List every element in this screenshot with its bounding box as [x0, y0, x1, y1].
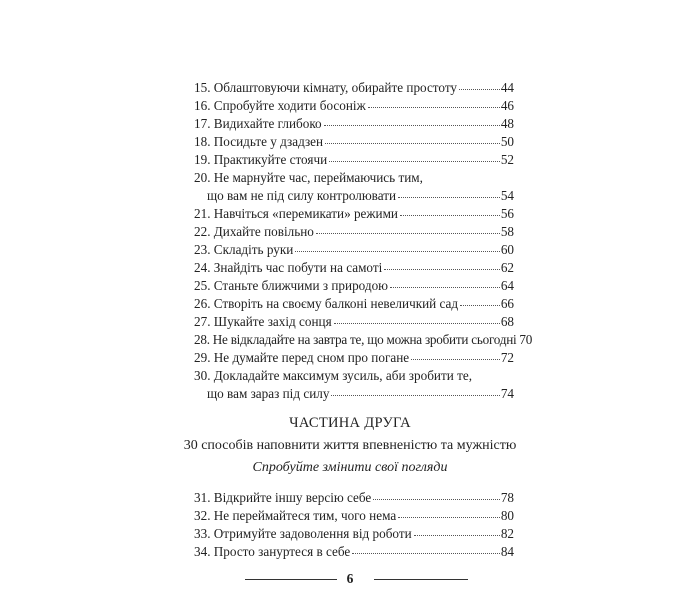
toc-entry-title: 33. Отримуйте задоволення від роботи — [194, 526, 412, 541]
toc-entry-page: 70 — [519, 332, 533, 347]
toc-entry-title: 31. Відкрийте іншу версію себе — [194, 490, 372, 505]
toc-entry-title: 17. Видихайте глибоко — [194, 116, 322, 131]
toc-entry-title: 34. Просто зануртеся в себе — [194, 544, 351, 559]
dot-leader — [295, 241, 499, 252]
toc-entry-page: 84 — [500, 544, 514, 559]
toc-entry — [194, 349, 514, 367]
dot-leader — [460, 295, 500, 306]
page-number: 6 — [346, 571, 354, 586]
dot-leader — [398, 507, 500, 518]
toc-entry-page: 66 — [500, 296, 514, 311]
dot-leader — [331, 385, 499, 396]
toc-entry-title: 16. Спробуйте ходити босоніж — [194, 98, 366, 113]
dot-leader — [414, 525, 500, 536]
toc-entry-second-line — [194, 187, 514, 205]
toc-entry — [194, 97, 514, 115]
dot-leader — [400, 205, 500, 216]
toc-entry-title: 26. Створіть на своєму балконі невеличкий сад — [194, 296, 459, 311]
toc-entry — [194, 205, 514, 223]
toc-entry-multiline — [194, 367, 514, 403]
dot-leader — [325, 133, 500, 144]
toc-entry — [194, 313, 514, 331]
toc-entry-title-line1: 30. Докладайте максимум зусиль, аби зробити те, — [194, 368, 472, 383]
toc-entry-page: 78 — [500, 490, 514, 505]
dot-leader — [324, 115, 500, 126]
toc-entry-multiline — [194, 169, 514, 205]
toc-entry — [194, 331, 533, 349]
toc-entry-page: 60 — [500, 242, 514, 257]
dot-leader — [368, 97, 500, 108]
toc-entry-title: 29. Не думайте перед сном про погане — [194, 350, 410, 365]
toc-entry-title: 27. Шукайте захід сонця — [194, 314, 332, 329]
toc-entry-title-line2: що вам не під силу контролювати — [207, 188, 397, 203]
toc-entry-page: 64 — [500, 278, 514, 293]
table-of-contents-part-one — [194, 79, 533, 403]
toc-entry — [194, 115, 514, 133]
toc-entry-title: 22. Дихайте повільно — [194, 224, 314, 239]
toc-entry — [194, 525, 514, 543]
dot-leader — [334, 313, 500, 324]
toc-entry-title: 24. Знайдіть час побути на самоті — [194, 260, 383, 275]
toc-entry-title: 18. Посидьте у дзадзен — [194, 134, 324, 149]
toc-entry-second-line — [194, 385, 514, 403]
toc-entry-title: 32. Не переймайтеся тим, чого нема — [194, 508, 397, 523]
toc-entry-title-line2: що вам зараз під силу — [207, 386, 330, 401]
part-two-heading: ЧАСТИНА ДРУГА — [289, 415, 411, 431]
toc-entry-title: 19. Практикуйте стоячи — [194, 152, 328, 167]
toc-entry — [194, 277, 514, 295]
table-of-contents-part-two — [194, 489, 514, 561]
toc-entry — [194, 489, 514, 507]
toc-entry — [194, 133, 514, 151]
toc-entry-page: 74 — [500, 386, 514, 401]
toc-entry-page: 82 — [500, 526, 514, 541]
dot-leader — [329, 151, 500, 162]
toc-entry — [194, 241, 514, 259]
toc-entry-page: 48 — [500, 116, 514, 131]
toc-entry-page: 50 — [500, 134, 514, 149]
toc-entry-page: 68 — [500, 314, 514, 329]
toc-entry-page: 56 — [500, 206, 514, 221]
toc-entry-page: 54 — [500, 188, 514, 203]
part-two-subtitle: 30 способів наповнити життя впевненістю та мужністю — [183, 438, 517, 453]
dot-leader — [390, 277, 500, 288]
toc-entry-title: 15. Облаштовуючи кімнату, обирайте простоту — [194, 80, 457, 95]
toc-entry-page: 72 — [500, 350, 514, 365]
toc-entry — [194, 223, 514, 241]
toc-entry — [194, 151, 514, 169]
dot-leader — [411, 349, 500, 360]
footer-rule-right — [374, 579, 468, 580]
toc-entry-page: 46 — [500, 98, 514, 113]
dot-leader — [398, 187, 500, 198]
toc-entry — [194, 79, 514, 97]
dot-leader — [373, 489, 500, 500]
toc-entry-page: 58 — [500, 224, 514, 239]
dot-leader — [459, 79, 500, 90]
toc-entry-page: 44 — [500, 80, 514, 95]
toc-entry — [194, 259, 514, 277]
part-two-section-title: Спробуйте змінити свої погляди — [252, 460, 448, 475]
toc-entry-title: 25. Станьте ближчими з природою — [194, 278, 389, 293]
toc-entry-title: 21. Навчіться «перемикати» режими — [194, 206, 398, 221]
toc-entry — [194, 507, 514, 525]
toc-entry-title-line1: 20. Не марнуйте час, переймаючись тим, — [194, 170, 423, 185]
toc-entry — [194, 543, 514, 561]
toc-entry-title: 28. Не відкладайте на завтра те, що можна зробити сьогодні — [194, 332, 517, 347]
toc-entry-title: 23. Складіть руки — [194, 242, 294, 257]
dot-leader — [384, 259, 500, 270]
dot-leader — [316, 223, 500, 234]
toc-entry-page: 62 — [500, 260, 514, 275]
toc-entry-page: 52 — [500, 152, 514, 167]
dot-leader — [352, 543, 500, 554]
toc-entry — [194, 295, 514, 313]
toc-entry-page: 80 — [500, 508, 514, 523]
